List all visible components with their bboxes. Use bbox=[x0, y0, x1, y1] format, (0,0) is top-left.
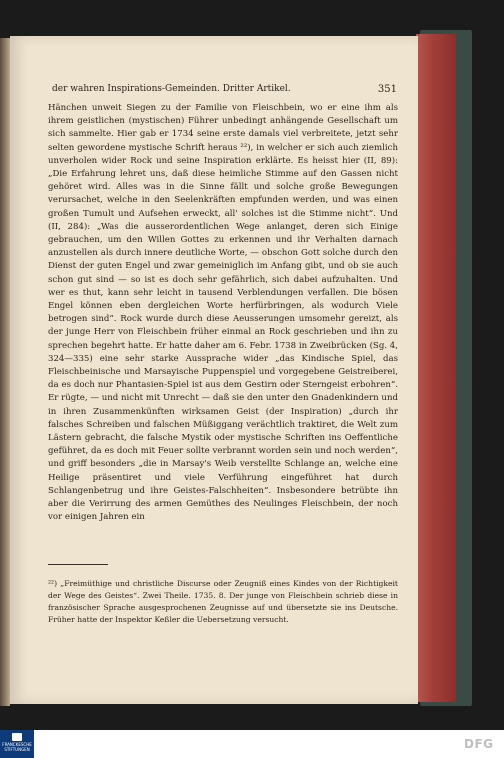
footnote bbox=[48, 570, 398, 633]
main-paragraph: Hänchen unweit Siegen zu der Familie von Fleischbein, wo er eine ihm als ihrem geistlichen (mystischen) Führer unbedingt anhängende Gesellschaft um sich sammelte. Hier gab er 1734 seine erste damals viel verbreitete, jetzt sehr selten gewordene mystische Schrift heraus ²²), in welcher er sich auch ziemlich unverholen wider Rock und seine Inspiration erklärte. Es heisst hier (II, 89): „Die Erfahrung lehret uns, daß diese heimliche Stimme auf den Gassen nicht gehöret wird. Alles was in die Sinne fällt und solche große Bewegungen verursachet, welche in den Seelenkräften empfunden werden, und was einen großen Tumult und Aufsehen erweckt, all' solches ist die Stimme nicht“. Und (II, 284): „Was die ausserordentlichen Wege anlanget, deren sich Einige gebrauchen, um den Willen Gottes zu erkennen und ihr Verhalten darnach anzustellen als durch innere deutliche Worte, — obschon Gott solche durch den Dienst der guten Engel und zwar gemeiniglich im Anfang gibt, und ob sie auch schon gut sind — so ist es doch sehr gefährlich, sich dabei aufzuhalten. Und wer es thut, kann sehr leicht in tausend Verblendungen verfallen. Die bösen Engel können eben dergleichen Worte herfürbringen, als wodurch Viele betrogen sind“. Rock wurde durch diese Aeusserungen umsomehr gereizt, als der junge Herr von Fleischbein früher einmal an Rock geschrieben und ihn zu sprechen begehrt hatte. Er hatte daher am 6. Febr. 1738 in Zweibrücken (Sg. 4, 324—335) eine sehr starke Aussprache wider „das Kindische Spiel, das Fleischbeinische und Marsayische Puppenspiel und vorgegebene Geistreiberei, da es doch nur Phantasien-Spiel ist aus dem Gestirn oder Sterngeist erbohren“. Er rügte, — und nicht mit Unrecht — daß sie den unter den Gnadenkindern und in ihren Zusammenkünften wirksamen Geist (der Inspiration) „durch ihr falsches Schreiben und falschen Müßiggang verächtlich traktiret, die Welt zum Lästern gebracht, die falsche Mystik oder mystische Schriften ins Oeffentliche geführet, da es doch mit Feuer sollte verbrannt worden sein und noch werden“, und griff besonders „die in Marsay's Weib verstellte Schlange an, welche eine Heilige präsentiret und viele Verführung eingeführet hat durch Schlangenbetrug und ihre Geistes-Falschheiten“. Insbesondere betrübte ihn aber die Verirrung des armen Gemüthes des Neulinges Fleischbein, der noch vor einigen Jahren ein bbox=[48, 103, 398, 523]
page-number: 351 bbox=[377, 84, 397, 95]
crest-icon bbox=[12, 733, 22, 741]
institution-logo[interactable] bbox=[0, 730, 34, 758]
main-text bbox=[48, 102, 398, 525]
dfg-logo[interactable] bbox=[464, 737, 500, 751]
footnote-text: ²²) „Freimüthige und christliche Discurse oder Zeugniß eines Kindes von der Richtigkeit der Wege des Geistes“. Zwei Theile. 1735. 8. Der junge von Fleischbein schrieb diese in französischer Sprache ausgesprochenen Zeugnisse auf und übersetzte sie ins Deutsche. Früher hatte der Inspektor Keßler die Uebersetzung versucht. bbox=[48, 578, 398, 624]
page-edges bbox=[416, 34, 456, 702]
book-gutter bbox=[0, 38, 10, 706]
running-head: der wahren Inspirations-Gemeinden. Dritter Artikel. bbox=[52, 84, 291, 94]
institution-logo-label: FRANCKESCHE STIFTUNGEN bbox=[2, 742, 32, 752]
page-header bbox=[52, 84, 397, 98]
viewer-footer bbox=[0, 730, 504, 758]
dfg-logo-label: DFG bbox=[464, 737, 494, 751]
footnote-rule bbox=[48, 564, 108, 565]
